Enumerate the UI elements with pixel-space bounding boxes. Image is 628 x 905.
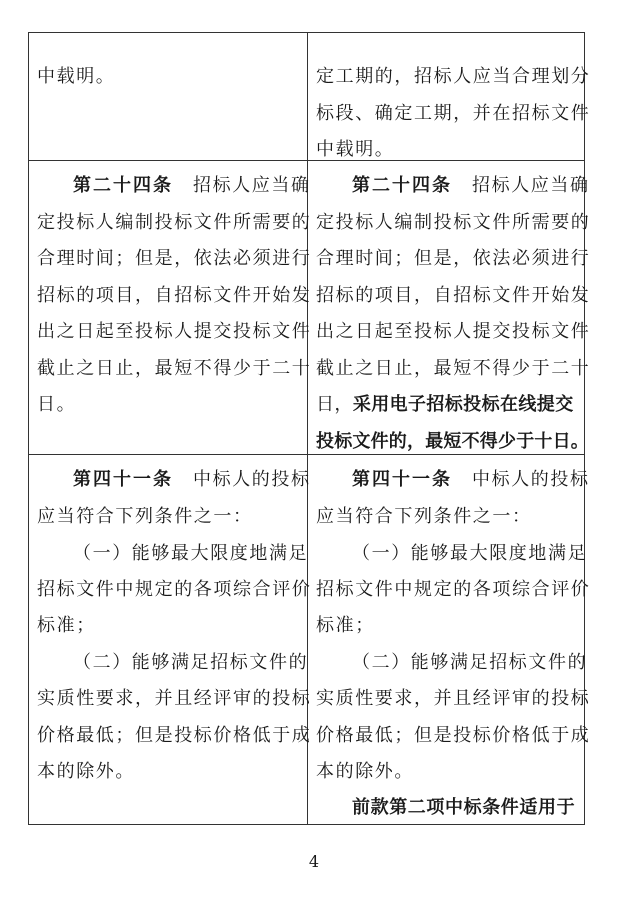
text-line: 标准；	[316, 615, 375, 636]
text-line: 招标文件中规定的各项综合评价	[316, 579, 591, 600]
text-line: （一）能够最大限度地满足	[352, 543, 588, 564]
page-number: 4	[308, 852, 320, 871]
table-cell-left	[29, 161, 312, 455]
table-row	[29, 33, 585, 161]
text-line: （一）能够最大限度地满足	[73, 543, 309, 564]
article-heading: 第二十四条	[352, 175, 452, 196]
article-text: 招标人应当确	[472, 175, 590, 196]
article-heading: 第二十四条	[73, 175, 173, 196]
text-line	[316, 394, 578, 416]
article-first-line	[73, 175, 311, 197]
text-line: 定工期的，招标人应当合理划分	[316, 66, 591, 87]
text-line: （二）能够满足招标文件的	[352, 652, 588, 673]
table-row	[29, 455, 585, 825]
text-line: 本的除外。	[37, 761, 135, 782]
text-line: 中载明。	[316, 139, 395, 160]
text-line: 截止之日止，最短不得少于二十	[316, 358, 591, 379]
text-line: 日。	[37, 394, 77, 415]
table-row	[29, 161, 585, 455]
text-line: 招标的项目，自招标文件开始发	[37, 285, 312, 306]
article-heading: 第四十一条	[352, 469, 452, 490]
text-line: 实质性要求，并且经评审的投标	[37, 688, 312, 709]
text-line: 合理时间；但是，依法必须进行	[316, 248, 591, 269]
text-line: 中载明。	[37, 66, 116, 87]
article-first-line	[352, 175, 590, 197]
text-line: 实质性要求，并且经评审的投标	[316, 688, 591, 709]
article-heading: 第四十一条	[73, 469, 173, 490]
text-line: （二）能够满足招标文件的	[73, 652, 309, 673]
article-text: 中标人的投标	[193, 469, 311, 490]
article-first-line	[73, 469, 311, 491]
text-line: 定投标人编制投标文件所需要的	[37, 212, 312, 233]
text-line: 定投标人编制投标文件所需要的	[316, 212, 591, 233]
text-line: 截止之日止，最短不得少于二十	[37, 358, 312, 379]
text-line: 应当符合下列条件之一：	[316, 506, 532, 527]
text-line: 标准；	[37, 615, 96, 636]
table-cell-left	[29, 33, 308, 161]
text-line: 招标文件中规定的各项综合评价	[37, 579, 312, 600]
text-line: 出之日起至投标人提交投标文件	[316, 321, 591, 342]
text-line: 价格最低；但是投标价格低于成	[316, 725, 591, 746]
article-text: 招标人应当确	[193, 175, 311, 196]
text-line: 合理时间；但是，依法必须进行	[37, 248, 312, 269]
table-cell-right	[308, 161, 591, 455]
text-plain: 日，	[316, 394, 353, 415]
amendment-text: 投标文件的，最短不得少于十日。	[316, 431, 589, 452]
text-line: 价格最低；但是投标价格低于成	[37, 725, 312, 746]
text-line: 本的除外。	[316, 761, 414, 782]
article-text: 中标人的投标	[472, 469, 590, 490]
table-cell-left	[29, 455, 312, 825]
table-cell-right	[308, 33, 591, 161]
table-cell-right	[308, 455, 591, 825]
text-line: 应当符合下列条件之一：	[37, 506, 253, 527]
text-line: 招标的项目，自招标文件开始发	[316, 285, 591, 306]
amendment-text: 前款第二项中标条件适用于	[352, 797, 576, 818]
text-line: 出之日起至投标人提交投标文件	[37, 321, 312, 342]
article-first-line	[352, 469, 590, 491]
amendment-text: 采用电子招标投标在线提交	[352, 394, 574, 415]
text-line: 标段、确定工期，并在招标文件	[316, 103, 591, 124]
comparison-table	[28, 32, 591, 825]
